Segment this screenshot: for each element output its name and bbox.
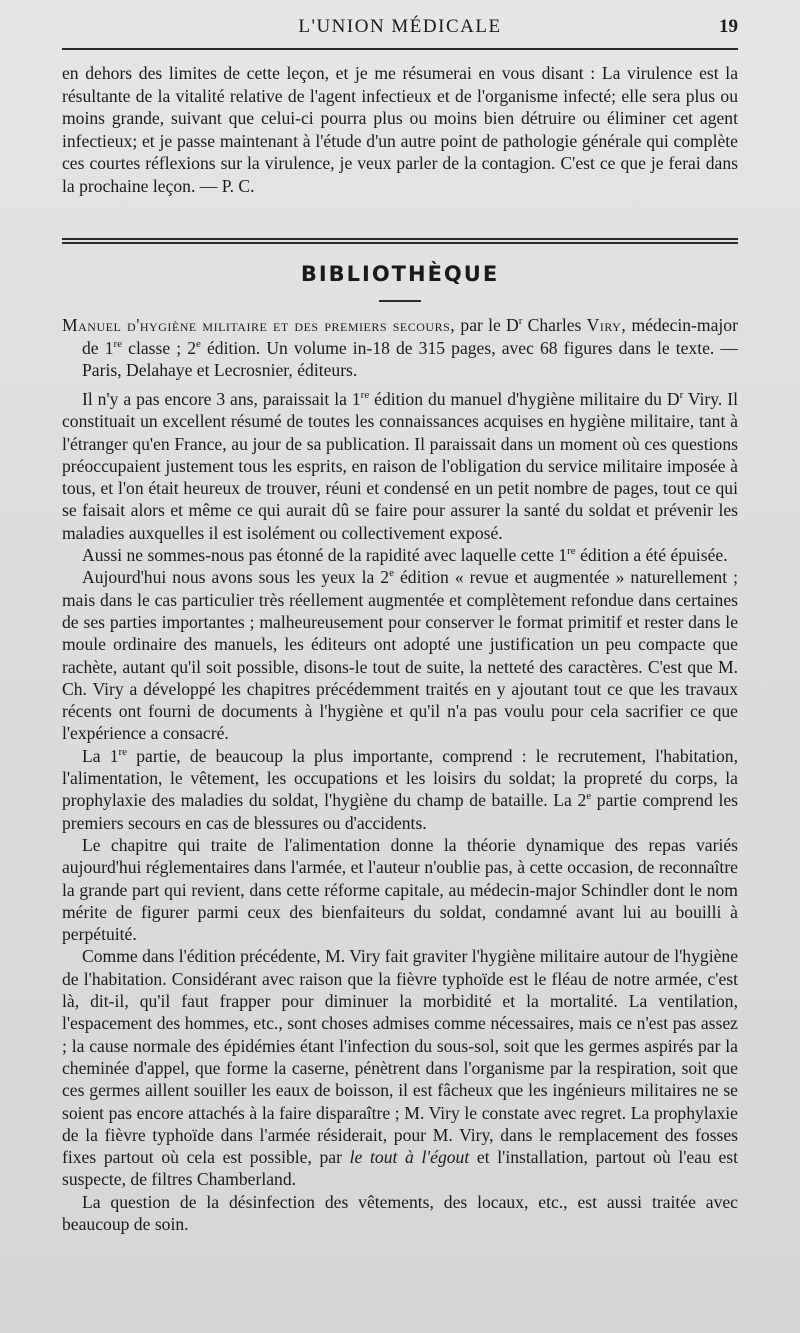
entry-by: par le D — [460, 315, 519, 335]
intro-text: en dehors des limites de cette leçon, et je me résumerai en vous disant : La virulence est la résultante de la vitalité relative de l'agent infectieux et de l'organisme infecté; elle sera plus ou moins grande, suivant que celui-ci pourra plus ou moins bien détruire ou éliminer cet agent infectieux; et je passe maintenant à l'étude d'un autre point de pathologie générale qui complète ces courtes réflexions sur la virulence, je veux parler de la contagion. C'est ce que je ferai dans la prochaine leçon. — P. C. — [62, 63, 738, 196]
book-entry — [62, 314, 738, 382]
entry-rest-a: médecin-major de 1 — [82, 315, 738, 358]
section-title: BIBLIOTHÈQUE — [300, 262, 500, 286]
entry-rest-a-sup: re — [113, 337, 123, 350]
p6-b: et l'installation, partout où l'eau est suspecte, de filtres Chamberland. — [62, 1147, 739, 1190]
entry-by-sup: r — [518, 315, 523, 328]
paragraph-7: La question de la désinfection des vêtements, des locaux, etc., est aussi traitée avec beaucoup de soin. — [62, 1191, 738, 1234]
entry-rest-b-sup: e — [196, 337, 201, 350]
paragraph-5: Le chapitre qui traite de l'alimentation donne la théorie dynamique des repas variés aujourd'hui réglementaires dans l'armée, et l'auteur n'oublie pas, à cette occasion, de reconnaître la grande part qui revient, dans cette réforme capitale, au médecin-major Schindler dont le nom mérite de figurer parmi ceux des bienfaiteurs du soldat, condamné avant lui au bouilli à perpétuité. — [62, 834, 738, 945]
paragraph-1 — [62, 388, 738, 544]
p4-sup2: e — [586, 790, 592, 803]
p3-b: édition « revue et augmentée » naturellement ; mais dans le cas particulier très réellement augmentée et complètement refondue dans certaines de ses parties importantes ; malheureusement pour conserver le format primitif et rester dans le moule ordinaire des manuels, les éditeurs ont adopté une justification un peu compacte que rachète, autant qu'il soit possible, disons-le tout de suite, la netteté des caractères. C'est que M. Ch. Viry a développé les chapitres précédemment traités en y ajoutant tout ce que les travaux récents ont fourni de documents à l'hygiène et qu'il n'a pas voulu pour cela sacrifier ce que l'expérience a consacré. — [62, 567, 739, 744]
header-rule — [62, 48, 738, 50]
section-divider — [62, 238, 738, 244]
p4-c: partie comprend les premiers secours en cas de blessures ou d'accidents. — [62, 790, 738, 833]
review-body — [62, 388, 738, 1235]
p1-a: Il n'y a pas encore 3 ans, paraissait la 1 — [82, 389, 361, 409]
p2-a: Aussi ne sommes-nous pas étonné de la rapidité avec laquelle cette 1 — [82, 545, 568, 566]
p3-sup: e — [389, 567, 394, 580]
entry-rest-c: édition. Un volume in-18 de 315 pages, avec 68 figures dans le texte. — Paris, Delahaye et Lecrosnier, éditeurs. — [82, 337, 738, 380]
p6-em: le tout à l'égout — [349, 1147, 470, 1168]
paragraph-3 — [62, 566, 738, 744]
entry-rest-b: classe ; 2 — [128, 337, 196, 358]
paragraph-4 — [62, 745, 738, 834]
p4-sup1: re — [118, 745, 128, 758]
running-header — [62, 14, 738, 44]
paragraph-6 — [62, 945, 738, 1190]
p1-b: édition du manuel d'hygiène militaire du D — [374, 389, 680, 409]
p3-a: Aujourd'hui nous avons sous les yeux la 2 — [82, 567, 390, 588]
author-first: Charles — [527, 315, 582, 335]
title-underline — [379, 300, 421, 302]
p1-c: Viry. Il constituait un excellent résumé de toutes les connaissances acquises en hygiène militaire, tant à l'étranger qu'en France, au jour de sa publication. Il paraissait dans un moment où ces questions préoccupaient justement tous les esprits, en raison de l'obligation du service militaire imposée à tous, et l'on était heureux de trouver, réuni et condensé en un petit nombre de pages, tout ce qui se faisait alors et même ce qui aurait dû se faire pour assurer la santé du soldat et prévenir les maladies auxquelles il est isolément ou collectivement exposé. — [62, 389, 738, 543]
page-number: 19 — [719, 16, 738, 37]
p2-b: édition a été épuisée. — [580, 545, 728, 566]
p1-sup1: re — [360, 389, 370, 402]
p4-a: La 1 — [82, 745, 119, 766]
p4-b: partie, de beaucoup la plus importante, comprend : le recrutement, l'habitation, l'alimentation, le vêtement, les occupations et les loisirs du soldat; la propreté du corps, la prophylaxie des maladies du soldat, l'hygiène du champ de bataille. La 2 — [62, 745, 738, 811]
journal-title: L'UNION MÉDICALE — [298, 16, 502, 37]
intro-paragraph — [62, 62, 738, 197]
p2-sup: re — [567, 545, 576, 558]
book-title: Manuel d'hygiène militaire et des premiers secours, — [62, 315, 456, 335]
author-last: Viry, — [586, 315, 627, 335]
paragraph-2 — [62, 544, 738, 566]
p1-sup2: r — [679, 389, 684, 402]
p6-a: Comme dans l'édition précédente, M. Viry fait graviter l'hygiène militaire autour de l'hygiène de l'habitation. Considérant avec raison que la fièvre typhoïde est le fléau de notre armée, c'est là, dit-il, qu'il faut frapper pour diminuer la morbidité et la mortalité. La ventilation, l'espacement des hommes, etc., sont choses admises comme nécessaires, mais ce n'est pas assez ; la cause normale des épidémies étant l'infection du sous-sol, soit que les germes aspirés par la cheminée d'appel, que forme la caserne, pénètrent dans l'organisme par la respiration, soit que ces germes aillent souiller les eaux de boisson, il est fâcheux que les ingénieurs militaires ne se soient pas encore attachés à la faire disparaître ; M. Viry le constate avec regret. La prophylaxie de la fièvre typhoïde dans l'armée résiderait, pour M. Viry, dans le remplacement des fosses fixes partout où cela est possible, par — [62, 946, 738, 1168]
